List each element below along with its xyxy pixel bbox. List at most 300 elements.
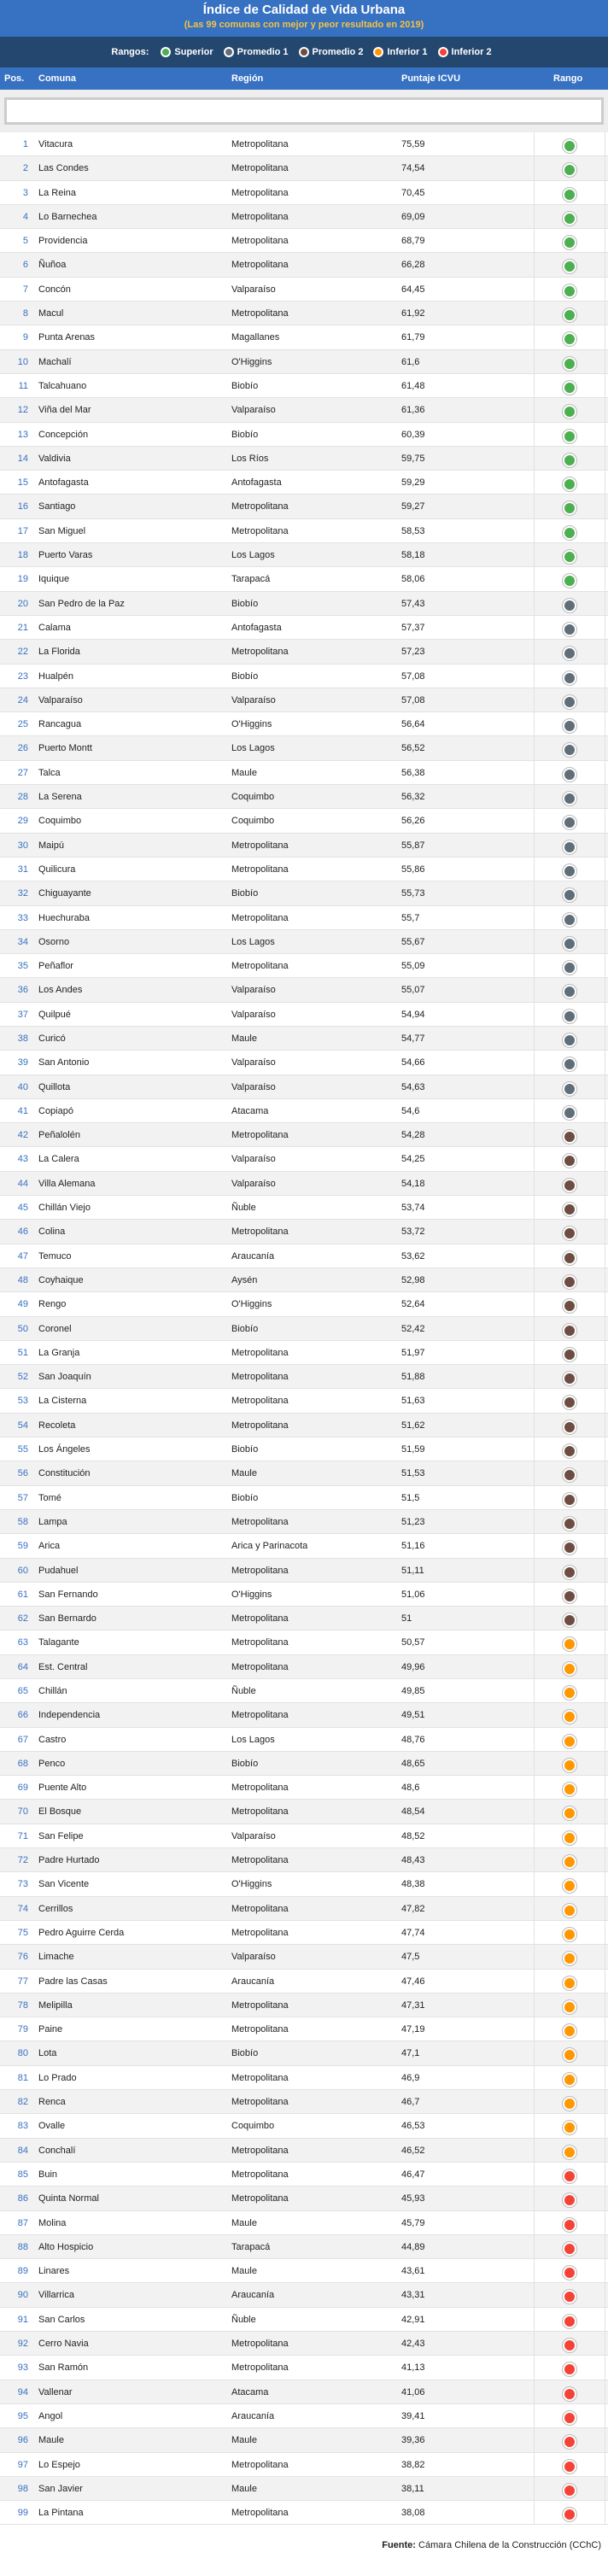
cell-puntaje: 56,26	[401, 816, 425, 827]
rank-dot-icon	[563, 2290, 576, 2304]
cell-puntaje: 51,06	[401, 1589, 425, 1600]
cell-rango	[534, 761, 605, 784]
cell-region: Ñuble	[231, 1203, 256, 1214]
cell-puntaje: 61,36	[401, 405, 425, 416]
rank-dot-icon	[563, 1759, 576, 1772]
cell-rango	[534, 374, 605, 397]
cell-region: Metropolitana	[231, 1130, 289, 1141]
cell-comuna: Providencia	[38, 236, 88, 247]
cell-region: Tarapacá	[231, 574, 271, 585]
cell-region: Antofagasta	[231, 622, 282, 633]
cell-puntaje: 49,96	[401, 1661, 425, 1672]
table-row	[0, 809, 608, 833]
cell-region: Metropolitana	[231, 163, 289, 174]
cell-rango	[534, 712, 605, 735]
rank-dot-icon	[563, 1613, 576, 1627]
cell-pos: 27	[17, 767, 28, 778]
cell-rango	[534, 1414, 605, 1437]
table-row	[0, 1510, 608, 1534]
cell-region: Maule	[231, 2217, 257, 2228]
cell-rango	[534, 1945, 605, 1968]
rank-dot-icon	[563, 2387, 576, 2401]
cell-rango	[534, 1292, 605, 1315]
table-row	[0, 2380, 608, 2404]
rank-dot-icon	[563, 2242, 576, 2256]
rank-dot-icon	[563, 2073, 576, 2087]
rank-dot-icon	[563, 1928, 576, 1941]
cell-pos: 99	[17, 2508, 28, 2519]
rank-dot-icon	[563, 1879, 576, 1893]
cell-pos: 43	[17, 1154, 28, 1165]
column-header-region[interactable]: Región	[231, 73, 264, 84]
rank-dot-icon	[563, 2362, 576, 2376]
cell-comuna: Valparaíso	[38, 694, 83, 705]
table-row	[0, 543, 608, 567]
cell-puntaje: 57,37	[401, 622, 425, 633]
cell-rango	[534, 1268, 605, 1291]
cell-comuna: San Ramón	[38, 2362, 89, 2374]
search-bar	[0, 90, 608, 132]
cell-rango	[534, 1317, 605, 1340]
cell-puntaje: 57,43	[401, 598, 425, 609]
cell-pos: 79	[17, 2024, 28, 2035]
cell-puntaje: 51,88	[401, 1372, 425, 1383]
cell-region: Aysén	[231, 1274, 258, 1285]
cell-puntaje: 66,28	[401, 260, 425, 271]
cell-rango	[534, 664, 605, 688]
rank-dot-icon	[563, 985, 576, 998]
table-row	[0, 978, 608, 1002]
table-row	[0, 1993, 608, 2017]
rank-dot-icon	[563, 816, 576, 829]
circle-icon	[299, 47, 309, 57]
cell-comuna: La Calera	[38, 1154, 79, 1165]
cell-comuna: Lota	[38, 2048, 57, 2059]
rank-dot-icon	[563, 2097, 576, 2111]
cell-comuna: El Bosque	[38, 1806, 82, 1818]
cell-comuna: Coronel	[38, 1323, 72, 1334]
cell-pos: 92	[17, 2339, 28, 2350]
cell-region: Araucanía	[231, 2290, 275, 2301]
cell-rango	[534, 2041, 605, 2064]
cell-rango	[534, 1027, 605, 1050]
cell-comuna: Constitución	[38, 1468, 91, 1479]
cell-pos: 15	[17, 477, 28, 489]
cell-puntaje: 48,65	[401, 1758, 425, 1769]
rank-dot-icon	[563, 2146, 576, 2159]
cell-rango	[534, 2114, 605, 2137]
cell-puntaje: 56,38	[401, 767, 425, 778]
rank-dot-icon	[563, 1637, 576, 1651]
cell-pos: 50	[17, 1323, 28, 1334]
rank-dot-icon	[563, 2121, 576, 2134]
cell-rango	[534, 2283, 605, 2306]
rank-dot-icon	[563, 2048, 576, 2062]
table-row	[0, 253, 608, 277]
cell-pos: 18	[17, 550, 28, 561]
cell-rango	[534, 785, 605, 808]
rank-dot-icon	[563, 212, 576, 225]
cell-comuna: Osorno	[38, 936, 70, 947]
table-row	[0, 2332, 608, 2356]
legend-item-label: Inferior 2	[451, 47, 492, 57]
cell-comuna: La Cisterna	[38, 1396, 87, 1407]
cell-pos: 47	[17, 1250, 28, 1262]
cell-rango	[534, 495, 605, 518]
cell-puntaje: 53,62	[401, 1250, 425, 1262]
cell-comuna: Padre Hurtado	[38, 1855, 100, 1866]
cell-pos: 14	[17, 453, 28, 464]
cell-region: Metropolitana	[231, 211, 289, 222]
cell-comuna: Chillán	[38, 1686, 67, 1696]
cell-rango	[534, 2380, 605, 2403]
cell-puntaje: 48,52	[401, 1830, 425, 1841]
cell-comuna: Castro	[38, 1734, 67, 1745]
cell-comuna: Recoleta	[38, 1420, 76, 1431]
rank-dot-icon	[563, 236, 576, 249]
cell-comuna: San Carlos	[38, 2314, 85, 2325]
cell-region: Metropolitana	[231, 236, 289, 247]
table-row	[0, 2114, 608, 2138]
cell-comuna: Limache	[38, 1952, 74, 1963]
rank-dot-icon	[563, 961, 576, 975]
rank-dot-icon	[563, 2024, 576, 2038]
cell-puntaje: 46,9	[401, 2072, 420, 2083]
cell-region: Metropolitana	[231, 1855, 289, 1866]
cell-rango	[534, 2139, 605, 2162]
rank-dot-icon	[563, 308, 576, 322]
cell-rango	[534, 1679, 605, 1702]
cell-puntaje: 52,98	[401, 1274, 425, 1285]
cell-region: Metropolitana	[231, 961, 289, 972]
table-row	[0, 688, 608, 712]
rank-dot-icon	[563, 2000, 576, 2014]
table-row	[0, 2404, 608, 2428]
search-input[interactable]	[4, 97, 604, 125]
cell-pos: 49	[17, 1299, 28, 1310]
table-row	[0, 1099, 608, 1123]
table-row	[0, 132, 608, 156]
cell-rango	[534, 447, 605, 470]
table-row	[0, 519, 608, 543]
cell-pos: 62	[17, 1613, 28, 1625]
cell-comuna: Angol	[38, 2410, 63, 2421]
rank-dot-icon	[563, 1566, 576, 1579]
rank-dot-icon	[563, 1904, 576, 1917]
cell-comuna: Villarrica	[38, 2290, 74, 2301]
cell-comuna: Huechuraba	[38, 912, 90, 923]
legend-item-superior	[161, 47, 213, 57]
table-row	[0, 2501, 608, 2525]
cell-pos: 44	[17, 1178, 28, 1189]
table-row	[0, 1437, 608, 1461]
rank-dot-icon	[563, 550, 576, 564]
cell-pos: 39	[17, 1057, 28, 1068]
cell-rango	[534, 2163, 605, 2186]
cell-puntaje: 51,53	[401, 1468, 425, 1479]
cell-region: Metropolitana	[231, 308, 289, 319]
table-row	[0, 1970, 608, 1993]
cell-rango	[534, 1003, 605, 1026]
column-header-comuna[interactable]: Comuna	[38, 73, 76, 84]
cell-comuna: Chiguayante	[38, 888, 91, 899]
cell-comuna: La Pintana	[38, 2508, 84, 2519]
cell-comuna: Iquique	[38, 574, 70, 585]
rank-dot-icon	[563, 1952, 576, 1965]
cell-pos: 9	[22, 332, 28, 343]
table-row	[0, 1172, 608, 1196]
table-row	[0, 1897, 608, 1921]
cell-pos: 90	[17, 2290, 28, 2301]
table-row	[0, 1752, 608, 1776]
cell-region: Coquimbo	[231, 2121, 275, 2132]
cell-pos: 40	[17, 1081, 28, 1092]
table-row	[0, 1341, 608, 1365]
cell-comuna: Puerto Varas	[38, 550, 93, 561]
cell-puntaje: 39,36	[401, 2435, 425, 2446]
cell-puntaje: 57,08	[401, 670, 425, 682]
table-row	[0, 2308, 608, 2332]
cell-pos: 36	[17, 985, 28, 996]
cell-comuna: Tomé	[38, 1492, 61, 1503]
cell-pos: 85	[17, 2169, 28, 2180]
cell-rango	[534, 978, 605, 1001]
cell-rango	[534, 2090, 605, 2113]
cell-comuna: La Granja	[38, 1347, 80, 1358]
cell-region: Metropolitana	[231, 647, 289, 658]
cell-comuna: Puerto Montt	[38, 743, 92, 754]
cell-region: Atacama	[231, 1105, 269, 1116]
rank-dot-icon	[563, 1686, 576, 1700]
cell-region: Biobío	[231, 888, 259, 899]
rank-dot-icon	[563, 1396, 576, 1409]
cell-comuna: San Pedro de la Paz	[38, 598, 125, 609]
cell-comuna: Calama	[38, 622, 71, 633]
cell-puntaje: 47,19	[401, 2024, 425, 2035]
cell-pos: 61	[17, 1589, 28, 1600]
table-row	[0, 447, 608, 471]
cell-comuna: Concepción	[38, 429, 89, 440]
cell-rango	[534, 1728, 605, 1751]
cell-comuna: Linares	[38, 2266, 70, 2277]
cell-region: O'Higgins	[231, 356, 272, 367]
cell-pos: 56	[17, 1468, 28, 1479]
cell-puntaje: 61,79	[401, 332, 425, 343]
cell-comuna: Padre las Casas	[38, 1976, 108, 1987]
cell-comuna: Pudahuel	[38, 1565, 79, 1576]
table-row	[0, 156, 608, 180]
rank-dot-icon	[563, 1227, 576, 1240]
column-header-rango[interactable]: Rango	[553, 73, 583, 84]
cell-rango	[534, 278, 605, 301]
cell-region: Metropolitana	[231, 2459, 289, 2470]
cell-comuna: Rengo	[38, 1299, 67, 1310]
cell-rango	[534, 2308, 605, 2331]
table-row	[0, 1196, 608, 1220]
column-header-puntaje[interactable]: Puntaje ICVU	[401, 73, 461, 84]
cell-puntaje: 44,89	[401, 2241, 425, 2252]
cell-pos: 55	[17, 1444, 28, 1455]
cell-puntaje: 68,79	[401, 236, 425, 247]
cell-region: Valparaíso	[231, 1952, 276, 1963]
column-header-pos[interactable]: Pos.	[4, 73, 25, 84]
source-label: Fuente:	[382, 2540, 416, 2551]
table-row	[0, 1776, 608, 1800]
rank-dot-icon	[563, 1010, 576, 1023]
cell-comuna: Colina	[38, 1227, 66, 1238]
cell-rango	[534, 398, 605, 421]
legend-item-label: Superior	[174, 47, 213, 57]
cell-rango	[534, 1703, 605, 1726]
rank-dot-icon	[563, 1831, 576, 1845]
cell-puntaje: 55,87	[401, 840, 425, 851]
cell-comuna: Antofagasta	[38, 477, 89, 489]
rank-dot-icon	[563, 743, 576, 757]
cell-pos: 97	[17, 2459, 28, 2470]
rank-dot-icon	[563, 888, 576, 902]
cell-comuna: Paine	[38, 2024, 63, 2035]
cell-puntaje: 48,76	[401, 1734, 425, 1745]
table-row	[0, 1461, 608, 1485]
cell-rango	[534, 1147, 605, 1170]
cell-region: Maule	[231, 767, 257, 778]
cell-pos: 89	[17, 2266, 28, 2277]
legend-item-inferior-2	[438, 47, 492, 57]
cell-pos: 7	[22, 284, 28, 295]
cell-pos: 78	[17, 1999, 28, 2011]
table-row	[0, 664, 608, 688]
cell-pos: 10	[17, 356, 28, 367]
table-row	[0, 954, 608, 978]
rank-dot-icon	[563, 2315, 576, 2328]
cell-comuna: San Miguel	[38, 525, 86, 536]
cell-comuna: Lo Prado	[38, 2072, 77, 2083]
cell-rango	[534, 1752, 605, 1775]
cell-comuna: Puente Alto	[38, 1783, 87, 1794]
cell-rango	[534, 253, 605, 276]
table-row	[0, 181, 608, 205]
cell-comuna: Viña del Mar	[38, 405, 91, 416]
legend-label: Rangos:	[111, 47, 149, 57]
cell-region: Metropolitana	[231, 1227, 289, 1238]
table-row	[0, 2211, 608, 2235]
cell-pos: 41	[17, 1105, 28, 1116]
table-row	[0, 2139, 608, 2163]
cell-comuna: Ovalle	[38, 2121, 66, 2132]
source-text: Cámara Chilena de la Construcción (CChC)	[418, 2540, 601, 2551]
cell-pos: 77	[17, 1976, 28, 1987]
rank-dot-icon	[563, 864, 576, 878]
cell-puntaje: 43,31	[401, 2290, 425, 2301]
rank-dot-icon	[563, 1444, 576, 1458]
cell-puntaje: 55,67	[401, 936, 425, 947]
cell-puntaje: 41,13	[401, 2362, 425, 2374]
cell-rango	[534, 834, 605, 857]
cell-comuna: Las Condes	[38, 163, 89, 174]
table-row	[0, 1559, 608, 1583]
cell-comuna: Macul	[38, 308, 64, 319]
cell-puntaje: 46,53	[401, 2121, 425, 2132]
cell-pos: 59	[17, 1541, 28, 1552]
cell-comuna: Peñaflor	[38, 961, 73, 972]
cell-rango	[534, 2017, 605, 2040]
cell-rango	[534, 1099, 605, 1122]
cell-rango	[534, 2332, 605, 2355]
cell-region: Metropolitana	[231, 2362, 289, 2374]
cell-pos: 21	[17, 622, 28, 633]
table-row	[0, 471, 608, 495]
cell-rango	[534, 954, 605, 977]
page-subtitle: (Las 99 comunas con mejor y peor resultado en 2019)	[184, 20, 424, 30]
table-row	[0, 1534, 608, 1558]
cell-puntaje: 39,41	[401, 2410, 425, 2421]
cell-puntaje: 54,77	[401, 1033, 425, 1044]
cell-region: Biobío	[231, 1444, 259, 1455]
cell-rango	[534, 1389, 605, 1412]
table-row	[0, 2453, 608, 2477]
cell-rango	[534, 1824, 605, 1847]
cell-region: Los Lagos	[231, 936, 275, 947]
cell-pos: 23	[17, 670, 28, 682]
cell-comuna: Cerro Navia	[38, 2339, 89, 2350]
cell-pos: 38	[17, 1033, 28, 1044]
cell-region: Metropolitana	[231, 501, 289, 512]
cell-comuna: Peñalolén	[38, 1130, 80, 1141]
table-row	[0, 1365, 608, 1389]
table-row	[0, 398, 608, 422]
cell-pos: 13	[17, 429, 28, 440]
table-row	[0, 2090, 608, 2114]
cell-puntaje: 64,45	[401, 284, 425, 295]
cell-comuna: Quillota	[38, 1081, 71, 1092]
cell-puntaje: 58,18	[401, 550, 425, 561]
cell-rango	[534, 229, 605, 252]
table-row	[0, 1220, 608, 1244]
cell-comuna: Cerrillos	[38, 1903, 73, 1914]
cell-puntaje: 54,28	[401, 1130, 425, 1141]
circle-icon	[161, 47, 171, 57]
cell-puntaje: 74,54	[401, 163, 425, 174]
table-row	[0, 1075, 608, 1099]
cell-region: Valparaíso	[231, 1178, 276, 1189]
cell-puntaje: 55,86	[401, 864, 425, 875]
cell-region: Coquimbo	[231, 816, 275, 827]
table-row	[0, 1051, 608, 1074]
cell-comuna: La Serena	[38, 792, 82, 803]
cell-rango	[534, 2404, 605, 2427]
cell-rango	[534, 325, 605, 348]
table-row	[0, 834, 608, 858]
table-row	[0, 1824, 608, 1848]
cell-pos: 20	[17, 598, 28, 609]
table-row	[0, 1679, 608, 1703]
rank-dot-icon	[563, 2218, 576, 2232]
table-row	[0, 2356, 608, 2380]
rank-dot-icon	[563, 1130, 576, 1144]
cell-comuna: Concón	[38, 284, 71, 295]
table-row	[0, 1292, 608, 1316]
cell-rango	[534, 1872, 605, 1895]
cell-comuna: Lo Espejo	[38, 2459, 80, 2470]
cell-region: Los Lagos	[231, 1734, 275, 1745]
cell-pos: 32	[17, 888, 28, 899]
rank-dot-icon	[563, 671, 576, 685]
cell-puntaje: 55,73	[401, 888, 425, 899]
table-row	[0, 1921, 608, 1945]
cell-pos: 91	[17, 2314, 28, 2325]
table-row	[0, 1655, 608, 1679]
table-row	[0, 1800, 608, 1824]
